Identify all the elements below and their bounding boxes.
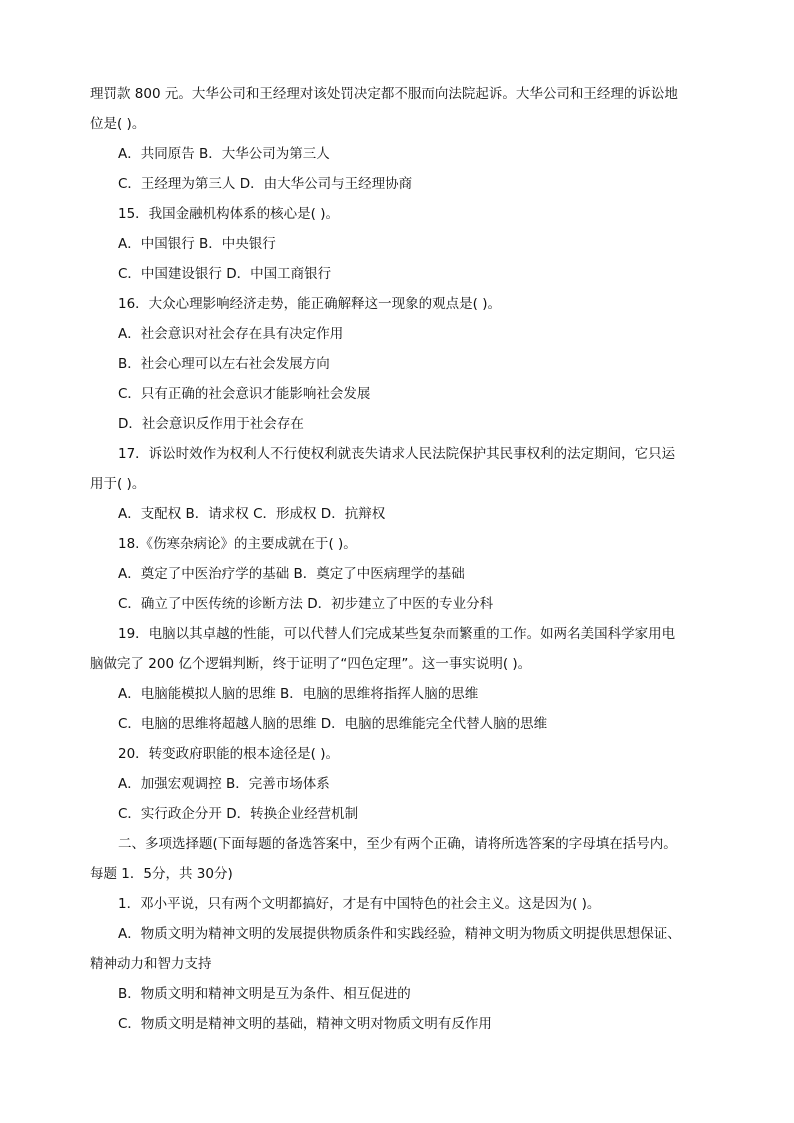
text-line: C．只有正确的社会意识才能影响社会发展 bbox=[118, 386, 371, 402]
text-line: A．社会意识对社会存在具有决定作用 bbox=[118, 326, 344, 342]
text-line: 19．电脑以其卓越的性能，可以代替人们完成某些复杂而繁重的工作。如两名美国科学家用电 bbox=[118, 626, 676, 642]
text-line: 16．大众心理影响经济走势，能正确解释这一现象的观点是( )。 bbox=[118, 296, 502, 312]
text-line: B．社会心理可以左右社会发展方向 bbox=[118, 356, 330, 372]
text-line: 1．邓小平说，只有两个文明都搞好，才是有中国特色的社会主义。这是因为( )。 bbox=[118, 896, 601, 912]
text-line: A．电脑能模拟人脑的思维 B．电脑的思维将指挥人脑的思维 bbox=[118, 686, 479, 702]
text-line: 17．诉讼时效作为权利人不行使权利就丧失请求人民法院保护其民事权利的法定期间，它只运 bbox=[118, 446, 676, 462]
text-line: C．电脑的思维将超越人脑的思维 D．电脑的思维能完全代替人脑的思维 bbox=[118, 716, 548, 732]
text-line: 用于( )。 bbox=[90, 476, 146, 492]
text-line: A．物质文明为精神文明的发展提供物质条件和实践经验，精神文明为物质文明提供思想保证、 bbox=[118, 926, 681, 942]
text-line: 位是( )。 bbox=[90, 116, 146, 132]
text-line: A．中国银行 B．中央银行 bbox=[118, 236, 276, 252]
text-line: 精神动力和智力支持 bbox=[90, 956, 212, 972]
text-line: 每题 1．5分，共 30分) bbox=[90, 866, 233, 882]
text-line: B．物质文明和精神文明是互为条件、相互促进的 bbox=[118, 986, 411, 1002]
text-line: C．中国建设银行 D．中国工商银行 bbox=[118, 266, 332, 282]
text-line: C．确立了中医传统的诊断方法 D．初步建立了中医的专业分科 bbox=[118, 596, 494, 612]
text-line: 15．我国金融机构体系的核心是( )。 bbox=[118, 206, 340, 222]
document-body bbox=[90, 79, 710, 1039]
text-line: C．王经理为第三人 D．由大华公司与王经理协商 bbox=[118, 176, 413, 192]
text-line: 脑做完了 200 亿个逻辑判断，终于证明了“四色定理”。这一事实说明( )。 bbox=[90, 656, 532, 672]
text-line: A．共同原告 B．大华公司为第三人 bbox=[118, 146, 330, 162]
text-line: A．支配权 B．请求权 C．形成权 D．抗辩权 bbox=[118, 506, 386, 522]
text-line: C．实行政企分开 D．转换企业经营机制 bbox=[118, 806, 359, 822]
text-line: C．物质文明是精神文明的基础，精神文明对物质文明有反作用 bbox=[118, 1016, 492, 1032]
text-line: 理罚款 800 元。大华公司和王经理对该处罚决定都不服而向法院起诉。大华公司和王经理的诉讼地 bbox=[90, 86, 678, 102]
text-line: D．社会意识反作用于社会存在 bbox=[118, 416, 304, 432]
text-line: A．奠定了中医治疗学的基础 B．奠定了中医病理学的基础 bbox=[118, 566, 465, 582]
text-line: 18.《伤寒杂病论》的主要成就在于( )。 bbox=[118, 536, 357, 552]
text-line: A．加强宏观调控 B．完善市场体系 bbox=[118, 776, 330, 792]
text-line: 20．转变政府职能的根本途径是( )。 bbox=[118, 746, 340, 762]
text-line: 二、多项选择题(下面每题的备选答案中，至少有两个正确，请将所选答案的字母填在括号内。 bbox=[118, 836, 677, 852]
